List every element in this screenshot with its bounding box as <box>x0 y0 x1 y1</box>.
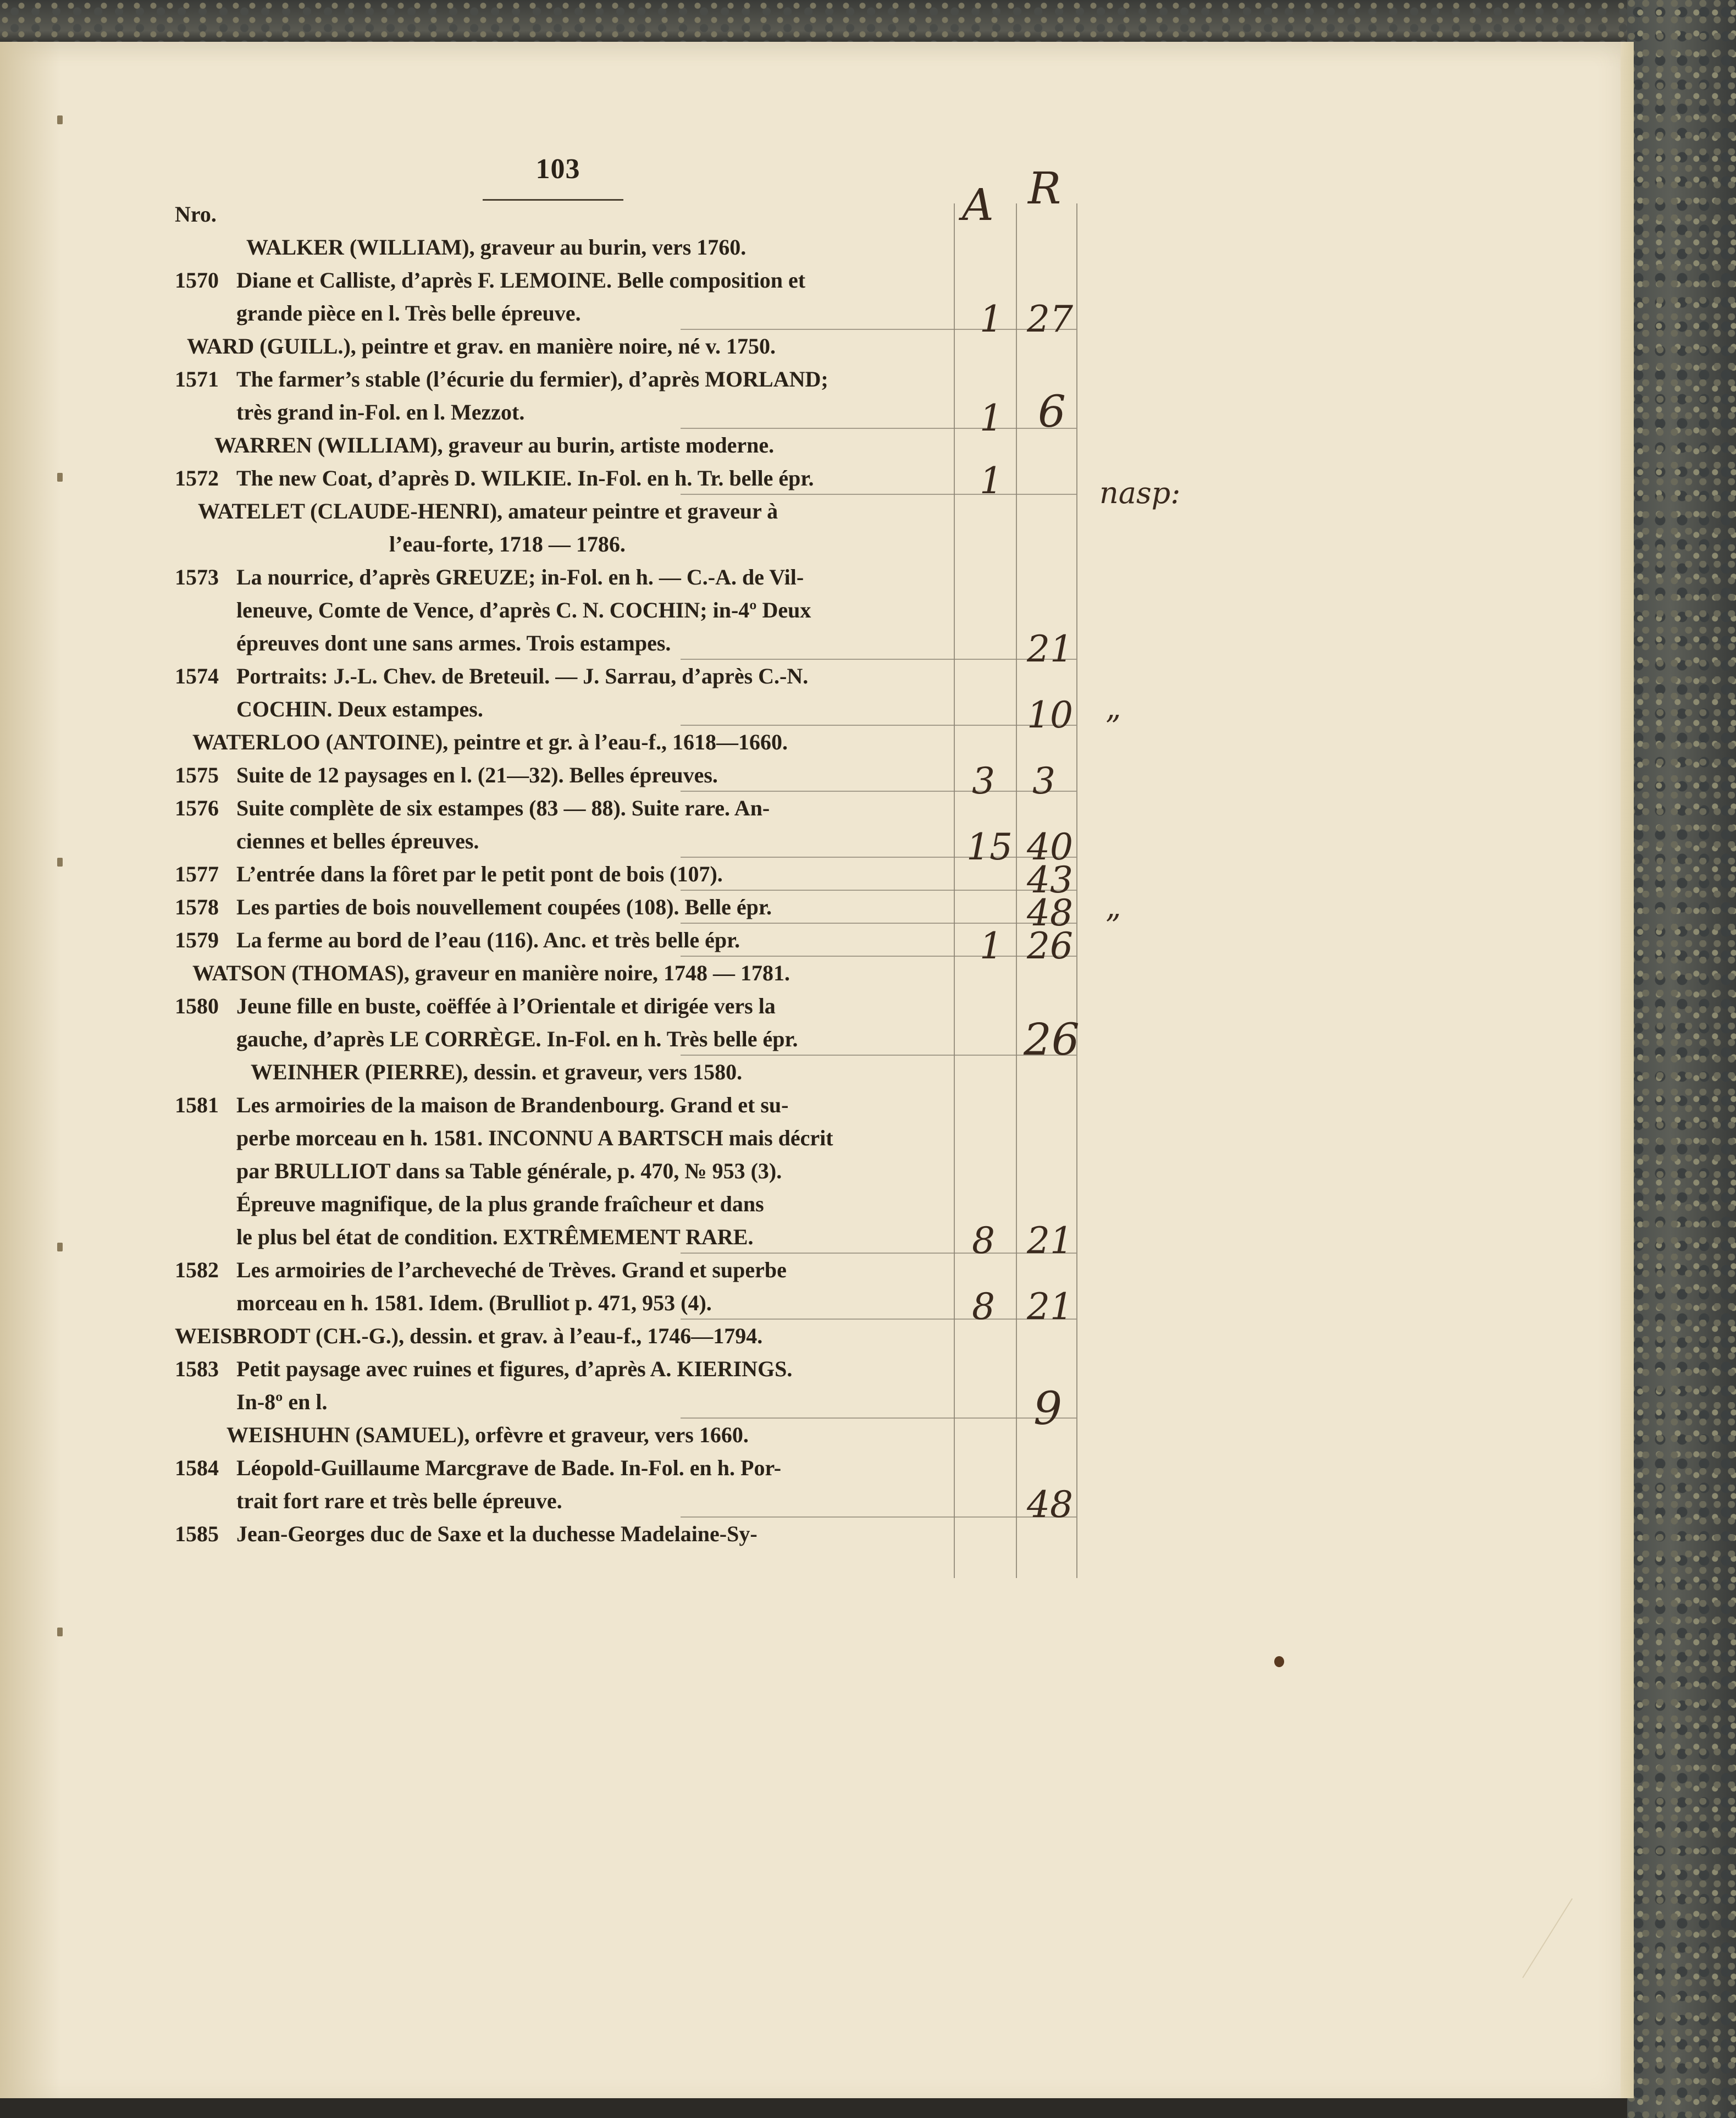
entry-continuation: leneuve, Comte de Vence, d’après C. N. COCHIN; in-4º Deux <box>236 598 811 622</box>
catalogue-entry: 1571 The farmer’s stable (l’écurie du fermier), d’après MORLAND; <box>175 367 828 391</box>
ledger-column-rule <box>1076 203 1077 1578</box>
artist-heading: WALKER (WILLIAM), graveur au burin, vers 1760. <box>246 235 747 260</box>
handwritten-number: 8 <box>972 1286 995 1328</box>
artist-heading: WATELET (CLAUDE-HENRI), amateur peintre et graveur à <box>198 499 778 523</box>
handwritten-column-header-a: A <box>962 179 994 230</box>
catalogue-entry: 1574 Portraits: J.-L. Chev. de Breteuil. — J. Sarrau, d’après C.-N. <box>175 664 809 688</box>
handwritten-number: 48 <box>1027 892 1073 934</box>
handwritten-number: 40 <box>1027 826 1073 868</box>
handwritten-number: 1 <box>980 397 1003 439</box>
entry-continuation: ciennes et belles épreuves. <box>236 829 479 853</box>
handwritten-number: 10 <box>1027 694 1073 736</box>
catalogue-entry: 1577 L’entrée dans la fôret par le petit pont de bois (107). <box>175 862 723 886</box>
ink-stain <box>1274 1656 1284 1667</box>
handwritten-number: 8 <box>972 1220 995 1262</box>
handwritten-number: 9 <box>1033 1383 1063 1435</box>
entry-continuation: perbe morceau en h. 1581. INCONNU A BARTSCH mais décrit <box>236 1126 833 1150</box>
nro-label: Nro. <box>175 202 217 227</box>
artist-heading-continuation: l’eau-forte, 1718 — 1786. <box>389 532 626 556</box>
handwritten-ditto-mark: ” <box>1105 709 1121 745</box>
catalogue-entry: 1584 Léopold-Guillaume Marcgrave de Bade. In-Fol. en h. Por- <box>175 1455 782 1480</box>
catalogue-entry: 1581 Les armoiries de la maison de Brandenbourg. Grand et su- <box>175 1093 789 1117</box>
catalogue-entry: 1585 Jean-Georges duc de Saxe et la duchesse Madelaine-Sy- <box>175 1521 758 1546</box>
catalogue-entry: 1573 La nourrice, d’après GREUZE; in-Fol. en h. — C.-A. de Vil- <box>175 565 804 589</box>
entry-continuation: In-8º en l. <box>236 1389 328 1414</box>
handwritten-number: 3 <box>972 760 995 802</box>
entry-continuation: morceau en h. 1581. Idem. (Brulliot p. 471, 953 (4). <box>236 1290 712 1315</box>
catalogue-entry: 1579 La ferme au bord de l’eau (116). Anc. et très belle épr. <box>175 928 740 952</box>
entry-continuation: trait fort rare et très belle épreuve. <box>236 1488 562 1513</box>
book-binding-top <box>0 0 1736 44</box>
binding-stitch <box>57 473 63 482</box>
artist-heading: WARD (GUILL.), peintre et grav. en manière noire, né v. 1750. <box>187 334 776 358</box>
catalogue-entry: 1572 The new Coat, d’après D. WILKIE. In-Fol. en h. Tr. belle épr. <box>175 466 814 490</box>
handwritten-number: 15 <box>966 826 1013 868</box>
handwritten-number: 1 <box>980 460 1003 502</box>
catalogue-entry: 1582 Les armoiries de l’archeveché de Trèves. Grand et superbe <box>175 1257 787 1282</box>
book-binding-right <box>1627 0 1736 2118</box>
handwritten-number: 3 <box>1032 760 1055 802</box>
handwritten-number: 48 <box>1027 1483 1073 1526</box>
entry-continuation: grande pièce en l. Très belle épreuve. <box>236 301 581 326</box>
artist-heading: WATSON (THOMAS), graveur en manière noire, 1748 — 1781. <box>192 961 790 985</box>
ledger-column-rule <box>1016 203 1017 1578</box>
handwritten-number: 21 <box>1027 1286 1073 1328</box>
entry-continuation: COCHIN. Deux estampes. <box>236 697 483 721</box>
artist-heading: WARREN (WILLIAM), graveur au burin, artiste moderne. <box>214 433 775 457</box>
artist-heading: WEINHER (PIERRE), dessin. et graveur, vers 1580. <box>251 1060 743 1084</box>
artist-heading: WEISHUHN (SAMUEL), orfèvre et graveur, vers 1660. <box>226 1422 749 1447</box>
catalogue-entry: 1575 Suite de 12 paysages en l. (21—32). Belles épreuves. <box>175 763 718 787</box>
catalogue-entry: 1580 Jeune fille en buste, coëffée à l’Orientale et dirigée vers la <box>175 994 776 1018</box>
binding-stitch <box>57 858 63 867</box>
handwritten-number: 1 <box>980 298 1003 340</box>
handwritten-number: 27 <box>1027 298 1073 340</box>
binding-stitch <box>57 115 63 124</box>
handwritten-number: 6 <box>1038 386 1066 437</box>
page-edge <box>1621 42 1634 2098</box>
handwritten-number: 26 <box>1027 925 1073 967</box>
handwritten-number: 21 <box>1027 1220 1073 1262</box>
entry-continuation: le plus bel état de condition. EXTRÊMEMENT RARE. <box>236 1225 754 1249</box>
entry-continuation: Épreuve magnifique, de la plus grande fraîcheur et dans <box>236 1192 764 1216</box>
binding-stitch <box>57 1243 63 1251</box>
catalogue-entry: 1578 Les parties de bois nouvellement coupées (108). Belle épr. <box>175 895 772 919</box>
artist-heading: WATERLOO (ANTOINE), peintre et gr. à l’eau-f., 1618—1660. <box>192 730 788 754</box>
handwritten-number: 26 <box>1024 1014 1080 1065</box>
entry-continuation: très grand in-Fol. en l. Mezzot. <box>236 400 525 424</box>
entry-continuation: gauche, d’après LE CORRÈGE. In-Fol. en h. Très belle épr. <box>236 1027 798 1051</box>
artist-heading: WEISBRODT (CH.-G.), dessin. et grav. à l’eau-f., 1746—1794. <box>175 1323 763 1348</box>
handwritten-number: 43 <box>1027 859 1073 901</box>
handwritten-ditto-mark: ” <box>1105 908 1121 944</box>
handwritten-number: 21 <box>1027 628 1073 670</box>
entry-continuation: épreuves dont une sans armes. Trois estampes. <box>236 631 671 655</box>
catalogue-entry: 1570 Diane et Calliste, d’après F. LEMOINE. Belle composition et <box>175 268 806 293</box>
spine-gutter <box>0 42 60 2098</box>
page-number-rule <box>483 199 623 201</box>
handwritten-number: 1 <box>980 925 1003 967</box>
page-number: 103 <box>535 153 580 185</box>
binding-stitch <box>57 1628 63 1636</box>
handwritten-note: nasp: <box>1099 476 1181 510</box>
catalogue-entry: 1576 Suite complète de six estampes (83 — 88). Suite rare. An- <box>175 796 770 820</box>
catalogue-entry: 1583 Petit paysage avec ruines et figures, d’après A. KIERINGS. <box>175 1356 793 1381</box>
entry-continuation: par BRULLIOT dans sa Table générale, p. 470, № 953 (3). <box>236 1159 782 1183</box>
handwritten-column-header-b: R <box>1028 163 1061 214</box>
